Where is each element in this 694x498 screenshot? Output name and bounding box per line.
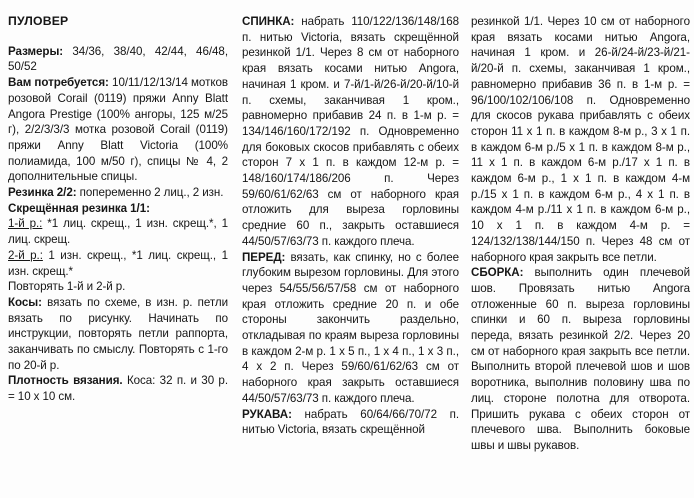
page-title: ПУЛОВЕР — [8, 14, 69, 28]
repeat-rows-paragraph: Повторять 1-й и 2-й р. — [8, 280, 126, 294]
sleeves-value-start: набрать 60/64/66/70/72 п. нитью Victoria, вязать скрещённой — [242, 407, 459, 437]
column-2 — [236, 14, 465, 438]
materials-value: 10/11/12/13/14 мотков розовой Corail (0119) пряжи Anny Blatt Angora Prestige (100% ангоры, 125 м/25 г), 2/2/3/3/3 мотка розовой Corail (0119) пряжи Anny Blatt Victoria (100% полиамида, 100 м/50 г), спицы № 4, 2 дополнительные спицы. — [8, 76, 228, 184]
row-1-value: *1 лиц. скрещ., 1 изн. скрещ.*, 1 лиц. скрещ. — [8, 217, 228, 247]
sleeves-paragraph-start — [242, 407, 459, 438]
cables-paragraph — [8, 295, 228, 374]
back-value: набрать 110/122/136/148/168 п. нитью Victoria, вязать скрещённой резинкой 1/1. Через 8 см от наборного края вязать косами нитью Angora, начиная 1 кром. и 7-й/1-й/26-й/20-й/10-й п. схемы, заканчивая 1 кром., равномерно прибавив 24 п. в 1-м р. = 134/146/160/172/192 п. Одновременно для боковых скосов прибавлять с обеих сторон 7 x 1 п. в каждом 12-м р. = 148/160/174/186/206 п. Через 59/60/61/62/63 см от наборного края отложить для выреза горловины средние 60 п., закрыть оставшиеся 44/50/57/63/73 п. каждого плеча. — [242, 15, 459, 248]
crossed-rib-heading — [8, 201, 228, 217]
back-paragraph — [242, 14, 459, 250]
row-2-value: 1 изн. скрещ., *1 лиц. скрещ., 1 изн. скрещ.* — [8, 248, 228, 278]
column-3 — [465, 14, 694, 454]
sizes-label: Размеры: — [8, 44, 64, 58]
assembly-label: СБОРКА: — [471, 266, 524, 280]
gauge-label: Плотность вязания. — [8, 374, 123, 388]
rib-2-2-value: попеременно 2 лиц., 2 изн. — [76, 186, 224, 200]
assembly-paragraph — [471, 265, 690, 453]
gauge-paragraph — [8, 373, 228, 404]
row-2-paragraph — [8, 248, 228, 279]
front-label: ПЕРЕД: — [242, 250, 286, 264]
rib-2-2-paragraph — [8, 185, 228, 201]
row-1-label: 1-й р.: — [8, 217, 43, 231]
sleeves-paragraph-continued: резинкой 1/1. Через 10 см от наборного края вязать косами нитью Angora, начиная 1 кром. и 26-й/24-й/23-й/21-й/20-й п. схемы, заканчивая 1 кром., равномерно прибавив 36 п. в 1-м р. = 96/100/102/106/108 п. Одновременно для скосов рукава прибавлять с обеих сторон 11 x 1 п. в каждом 8-м р., 3 x 1 п. в каждом 6-м р./5 x 1 п. в каждом 8-м р., 11 x 1 п. в каждом 6-м р./17 x 1 п. в каждом 6-м р., 1 x 1 п. в каждом 4-м р./15 x 1 п. в каждом 6-м р., 4 x 1 п. в каждом 4-м р./11 x 1 п. в каждом 6-м р., 10 x 1 п. в каждом 4-м р. = 124/132/138/144/150 п. Через 48 см от наборного края закрыть все петли. — [471, 15, 690, 264]
sleeves-label: РУКАВА: — [242, 407, 292, 421]
cables-label: Косы: — [8, 295, 42, 309]
front-paragraph — [242, 250, 459, 407]
assembly-value: выполнить один плечевой шов. Провязать нитью Angora отложенные 60 п. выреза горловины спинки и 60 п. выреза горловины переда, вязать резинкой 2/2. Через 20 см от наборного края закрыть все петли. Выполнить второй плечевой шов и шов воротника, выполнив половину шва по лиц. стороне полотна для отворота. Пришить рукава с обеих сторон от плечевого шва. Выполнить боковые швы и швы рукавов. — [471, 266, 690, 452]
materials-paragraph — [8, 75, 228, 185]
cables-value: вязать по схеме, в изн. р. петли вязать по рисунку. Начинать по инструкции, повторять петли раппорта, заканчивать по смыслу. Повторять с 1-го по 20-й р. — [8, 295, 228, 372]
column-1 — [0, 14, 236, 405]
row-2-label: 2-й р.: — [8, 248, 43, 262]
sizes-paragraph — [8, 44, 228, 75]
gauge-value: Коса: 32 п. и 30 р. = 10 x 10 см. — [8, 374, 228, 404]
front-value: вязать, как спинку, но с более глубоким вырезом горловины. Для этого через 54/55/56/57/58 см от наборного края отложить средние 20 п. и обе стороны закончить раздельно, откладывая по краям выреза горловины в каждом 2-м р. 1 x 5 п., 1 x 4 п., 1 x 3 п., 4 x 2 п. Через 59/60/61/62/63 см от наборного края закрыть оставшиеся 44/50/57/63/73 п. каждого плеча. — [242, 250, 459, 405]
back-label: СПИНКА: — [242, 15, 295, 28]
sizes-value: 34/36, 38/40, 42/44, 46/48, 50/52 — [8, 44, 228, 74]
row-1-paragraph — [8, 216, 228, 247]
rib-2-2-label: Резинка 2/2: — [8, 186, 77, 200]
crossed-rib-heading-label: Скрещённая резинка 1/1: — [8, 201, 150, 215]
materials-label: Вам потребуется: — [8, 76, 109, 90]
three-column-layout — [0, 14, 694, 498]
